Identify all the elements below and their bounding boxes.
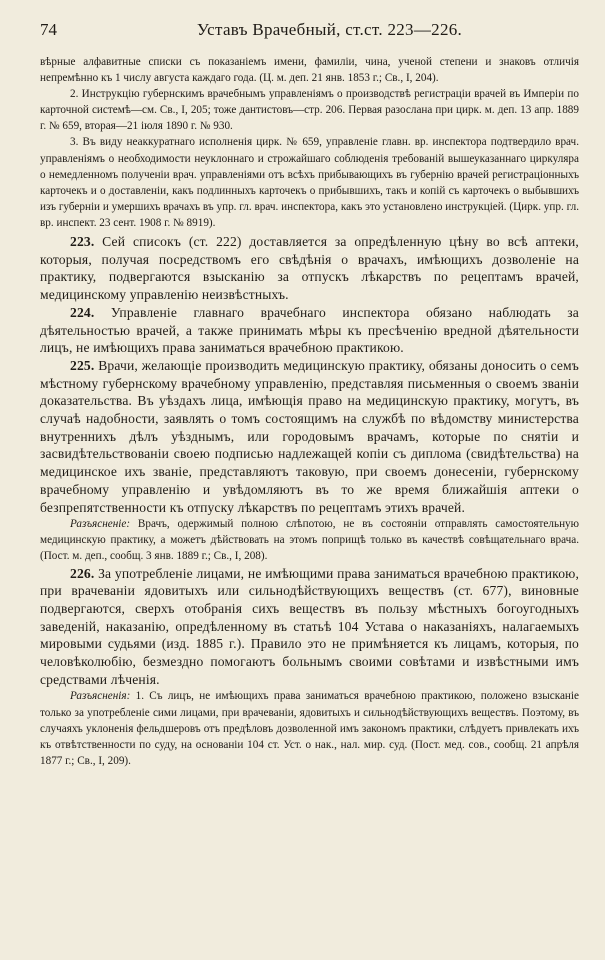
article-text: За употребленіе лицами, не имѣющими права заниматься врачебною практикою, при врачеваніи ядовитыхъ или сильнодѣйствующихъ веществъ (ст. 677), виновные подвергаются, сверхъ отобранія сихъ веществъ въ пользу мѣстныхъ богоугодныхъ заведеній, наказанію, опредѣленному въ статьѣ 104 Устава о наказаніяхъ, налагаемыхъ мировыми судьями (изд. 1885 г.). Правило это не примѣняется къ лицамъ, которыя, по человѣколюбію, безмездно помогаютъ больнымъ своими совѣтами и извѣстными имъ средствами лѣченія. [40, 565, 579, 687]
article-number: 224. [70, 304, 95, 320]
article-text: Врачи, желающіе производить медицинскую практику, обязаны доносить о семъ мѣстному губернскому врачебному управленію, представляя письменныя о своемъ званіи доказательства. Въ уѣздахъ лица, имѣющія право на медицинскую практику, могутъ, въ случаѣ надобности, заявлять о томъ состоящимъ на службѣ по вѣдомству министерства внутреннихъ дѣлъ уѣзднымъ, или городовымъ врачамъ, которые по снятіи и засвидѣтельствованіи своею подписью надлежащей копіи съ диплома (свидѣтельства) на медицинское ихъ званіе, представляютъ таковую, при своемъ донесеніи, губернскому врачебному управленію и увѣдомляютъ въ то же время ближайшія аптеки о безпрепятственности къ отпуску лѣкарствъ по рецептамъ этихъ врачей. [40, 357, 579, 515]
article-number: 225. [70, 357, 95, 373]
article-text: Сей списокъ (ст. 222) доставляется за опредѣленную цѣну во всѣ аптеки, которыя, получая посредствомъ его свѣдѣнія о врачахъ, имѣющихъ дозволеніе на практику, подвергаются взысканію за отпускъ лѣкарствъ по рецептамъ врачей, медицинскому управленію неизвѣстныхъ. [40, 234, 579, 303]
article-number: 226. [70, 565, 95, 581]
article-223 [40, 233, 579, 304]
note-paragraph: вѣрные алфавитные списки съ показаніемъ имени, фамиліи, чина, ученой степени и знаковъ отличія непремѣнно къ 1 числу августа каждаго года. (Ц. м. деп. 21 янв. 1853 г.; Св., I, 204). [40, 56, 579, 85]
explanation-label: Разъясненіе: [70, 518, 131, 531]
running-title: Уставъ Врачебный, ст.ст. 223—226. [196, 20, 463, 39]
page-header [40, 20, 579, 44]
note-paragraph: 2. Инструкцію губернскимъ врачебнымъ управленіямъ о производствѣ регистраціи врачей въ Имперіи по карточной системѣ—см. Св., I, 205; тоже дантистовъ—стр. 206. Первая разослана при цирк. м. деп. 13 апр. 1889 г. № 659, вторая—21 іюля 1890 г. № 930. [40, 88, 579, 133]
article-224 [40, 304, 579, 357]
explanation-226 [40, 688, 579, 768]
explanation-225 [40, 516, 579, 564]
notes-block [40, 54, 579, 231]
article-226 [40, 565, 579, 689]
page-number: 74 [40, 20, 57, 39]
explanation-label: Разъясненія: [70, 690, 131, 703]
article-text: Управленіе главнаго врачебнаго инспектора обязано наблюдать за дѣятельностью врачей, а также принимать мѣры къ пресѣченію вредной дѣятельности лицъ, не имѣющихъ права заниматься врачебною практикою. [40, 304, 579, 356]
explanation-text: 1. Съ лицъ, не имѣющихъ права заниматься врачебною практикою, положено взысканіе только за употребленіе сими лицами, при врачеваніи, ядовитыхъ и сильнодѣйствующихъ веществъ. Поэтому, въ случаяхъ уклоненія фельдшеровъ отъ предѣловъ дозволенной имъ закономъ практики, слѣдуетъ привлекать ихъ къ отвѣтственности по суду, на основаніи 104 ст. Уст. о нак., нал. мир. суд. (Пост. мед. сов., сообщ. 21 апрѣля 1877 г.; Св., I, 209). [40, 690, 579, 767]
note-paragraph: 3. Въ виду неаккуратнаго исполненія цирк. № 659, управленіе главн. вр. инспектора подтвердило врач. управленіямъ о необходимости неуклоннаго и строжайшаго соблюденія требованій вышеуказаннаго циркуляра о немедленномъ полученіи врач. управленіями отъ всѣхъ прибывающихъ въ губернію врачей регистраціонныхъ карточекъ и о доставленіи, какъ подлинныхъ карточекъ о прибывшихъ, такъ и копій съ карточекъ о выбывшихъ изъ губерніи и умершихъ врачахъ въ упр. гл. врач. инспектора, какъ это установлено инструкціей. (Цирк. упр. гл. вр. инспект. 23 сент. 1908 г. № 8919). [40, 136, 579, 229]
article-number: 223. [70, 234, 95, 250]
explanation-text: Врачъ, одержимый полною слѣпотою, не въ состояніи отправлять самостоятельную медицинскую практику, а можетъ дѣйствовать на этомъ поприщѣ только въ качествѣ совѣщательнаго врача. (Пост. м. деп., сообщ. 3 янв. 1889 г.; Св., I, 208). [40, 518, 580, 563]
article-225 [40, 357, 579, 516]
